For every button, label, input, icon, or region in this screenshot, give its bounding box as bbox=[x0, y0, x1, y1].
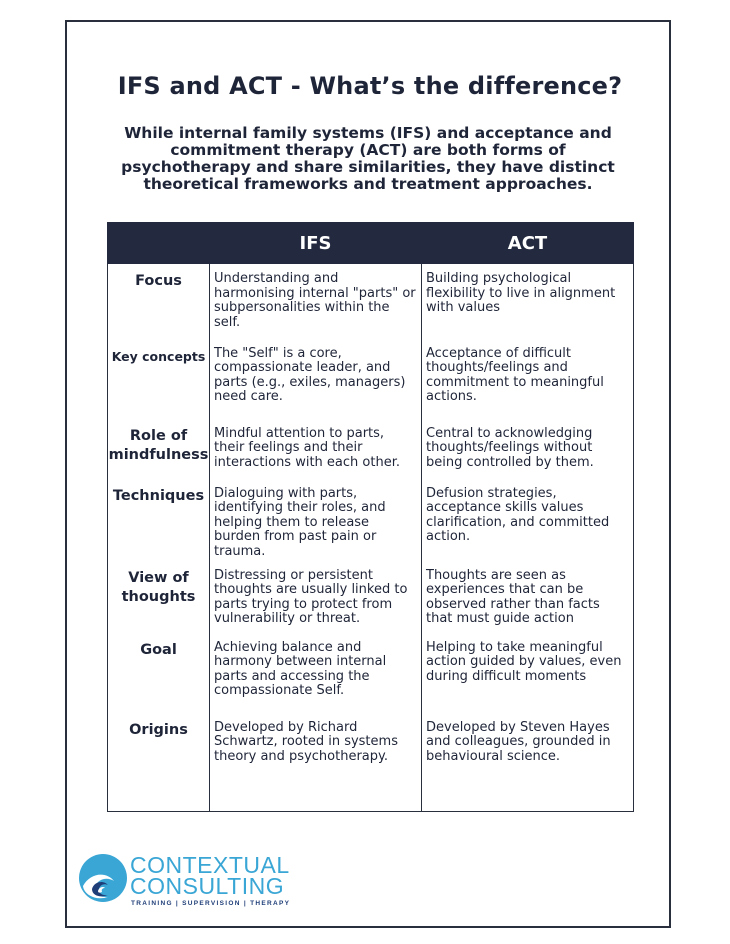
wave-circle-icon bbox=[78, 853, 128, 903]
contextual-consulting-logo bbox=[78, 850, 338, 910]
table-row bbox=[108, 633, 634, 713]
cell-ifs-key-concepts: The "Self" is a core, compassionate leader, and parts (e.g., exiles, managers) need care. bbox=[210, 339, 422, 419]
table-row bbox=[108, 713, 634, 812]
page-title: IFS and ACT - What’s the difference? bbox=[117, 72, 623, 100]
cell-act-origins: Developed by Steven Hayes and colleagues, grounded in behavioural science. bbox=[422, 713, 634, 812]
header-act: ACT bbox=[422, 223, 634, 264]
cell-ifs-origins: Developed by Richard Schwartz, rooted in systems theory and psychotherapy. bbox=[210, 713, 422, 812]
comparison-table bbox=[107, 222, 634, 812]
table-row bbox=[108, 419, 634, 479]
row-label-role-of-mindfulness: Role of mindfulness bbox=[108, 419, 210, 479]
table-row bbox=[108, 264, 634, 339]
cell-act-view-of-thoughts: Thoughts are seen as experiences that can be observed rather than facts that must guide action bbox=[422, 561, 634, 633]
header-ifs: IFS bbox=[210, 223, 422, 264]
cell-act-focus: Building psychological flexibility to live in alignment with values bbox=[422, 264, 634, 339]
intro-paragraph: While internal family systems (IFS) and acceptance and commitment therapy (ACT) are both forms of psychotherapy and share similarities, they have distinct theoretical frameworks and treatment approaches. bbox=[121, 124, 615, 193]
row-label-techniques: Techniques bbox=[108, 479, 210, 561]
cell-ifs-focus: Understanding and harmonising internal "parts" or subpersonalities within the self. bbox=[210, 264, 422, 339]
logo-tagline: TRAINING | SUPERVISION | THERAPY bbox=[131, 900, 291, 907]
cell-act-key-concepts: Acceptance of difficult thoughts/feelings and commitment to meaningful actions. bbox=[422, 339, 634, 419]
table-row bbox=[108, 561, 634, 633]
table-row bbox=[108, 479, 634, 561]
header-blank bbox=[108, 223, 210, 264]
cell-act-role-of-mindfulness: Central to acknowledging thoughts/feelings without being controlled by them. bbox=[422, 419, 634, 479]
cell-ifs-view-of-thoughts: Distressing or persistent thoughts are usually linked to parts trying to protect from vulnerability or threat. bbox=[210, 561, 422, 633]
cell-ifs-techniques: Dialoguing with parts, identifying their roles, and helping them to release burden from past pain or trauma. bbox=[210, 479, 422, 561]
cell-act-techniques: Defusion strategies, acceptance skills values clarification, and committed action. bbox=[422, 479, 634, 561]
cell-ifs-role-of-mindfulness: Mindful attention to parts, their feelings and their interactions with each other. bbox=[210, 419, 422, 479]
cell-ifs-goal: Achieving balance and harmony between internal parts and accessing the compassionate Self. bbox=[210, 633, 422, 713]
logo-line-2: CONSULTING bbox=[130, 873, 285, 899]
row-label-focus: Focus bbox=[108, 264, 210, 339]
logo-wordmark bbox=[130, 852, 290, 899]
row-label-view-of-thoughts: View of thoughts bbox=[108, 561, 210, 633]
table-row bbox=[108, 339, 634, 419]
logo-line-1: CONTEXTUAL bbox=[130, 852, 290, 878]
row-label-goal: Goal bbox=[108, 633, 210, 713]
table-header-row bbox=[108, 223, 634, 264]
cell-act-goal: Helping to take meaningful action guided by values, even during difficult moments bbox=[422, 633, 634, 713]
row-label-origins: Origins bbox=[108, 713, 210, 812]
row-label-key-concepts: Key concepts bbox=[108, 339, 210, 419]
